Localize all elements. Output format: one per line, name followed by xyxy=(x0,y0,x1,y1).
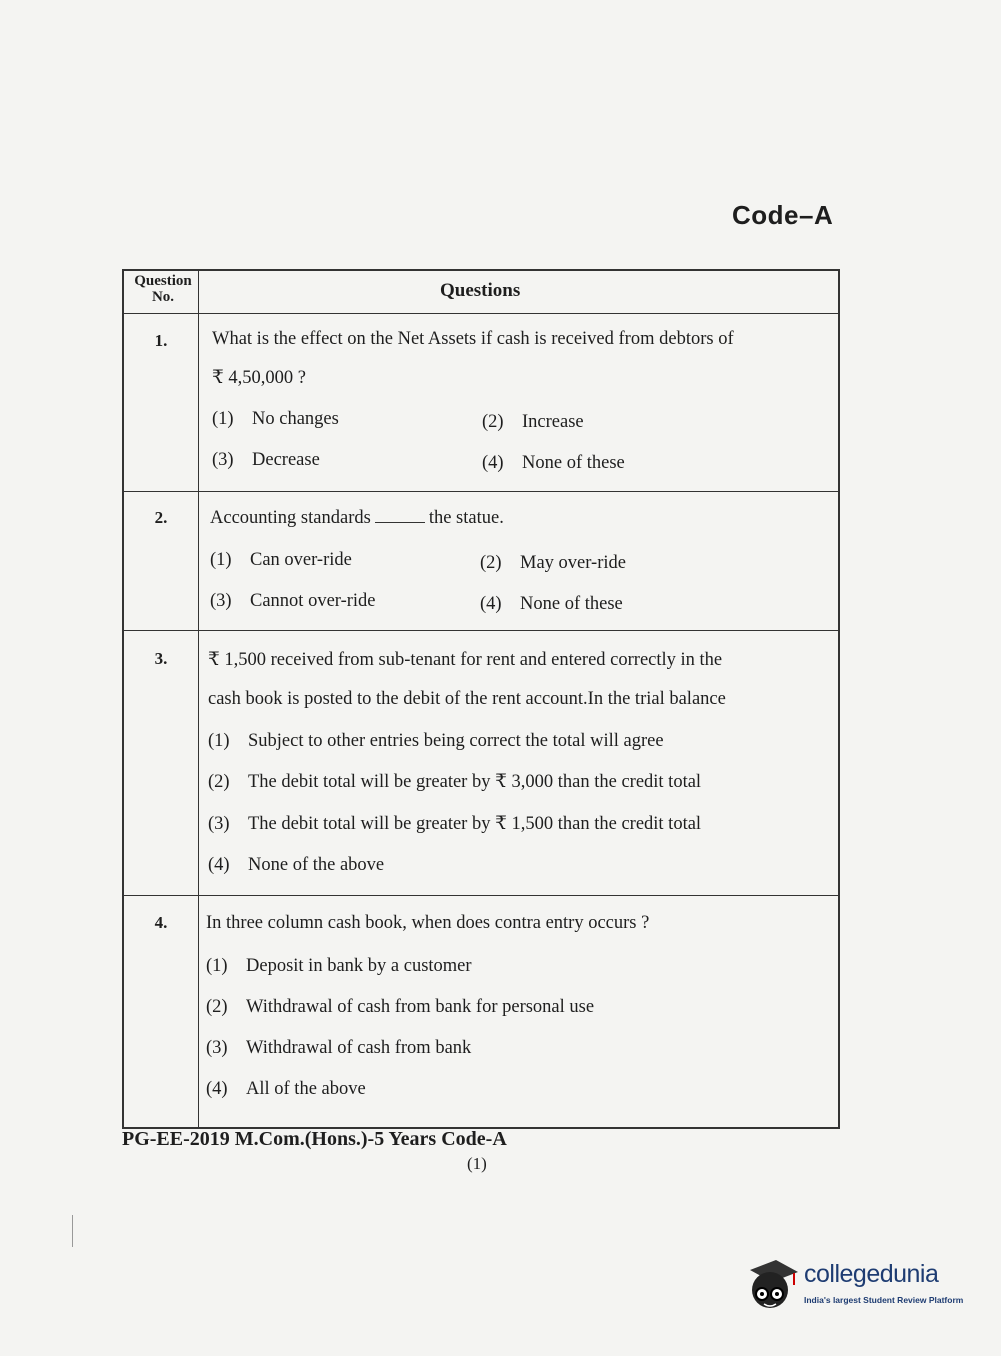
fill-blank xyxy=(375,508,425,523)
paper-code: Code–A xyxy=(732,200,834,230)
watermark-tagline: India's largest Student Review Platform xyxy=(804,1295,964,1305)
option: (2) Withdrawal of cash from bank for personal use xyxy=(206,997,595,1017)
question-number: 3. xyxy=(154,649,168,668)
option: (1) Subject to other entries being correct the total will agree xyxy=(208,731,664,751)
header-question-no: Question No. xyxy=(134,273,192,305)
option: (4) None of these xyxy=(482,453,625,473)
row-divider xyxy=(124,895,838,896)
question-number: 4. xyxy=(154,913,168,932)
watermark-logo xyxy=(742,1254,972,1314)
mascot-icon xyxy=(742,1254,802,1314)
question-text: In three column cash book, when does contra entry occurs ? xyxy=(206,913,650,933)
option: (3) Withdrawal of cash from bank xyxy=(206,1038,472,1058)
row-divider xyxy=(124,630,838,631)
option: (1) Deposit in bank by a customer xyxy=(206,956,472,976)
question-number: 1. xyxy=(154,331,168,350)
option: (4) None of the above xyxy=(208,855,385,875)
header-questions: Questions xyxy=(440,280,521,301)
option: (3) The debit total will be greater by ₹ 1,500 than the credit total xyxy=(208,814,702,834)
option: (2) Increase xyxy=(482,412,584,432)
question-number: 2. xyxy=(154,508,168,527)
page-number: (1) xyxy=(467,1154,487,1173)
footer-title: PG-EE-2019 M.Com.(Hons.)-5 Years Code-A xyxy=(122,1128,507,1150)
row-divider xyxy=(124,491,838,492)
option: (3) Decrease xyxy=(212,450,320,470)
option: (1) Can over-ride xyxy=(210,550,352,570)
option: (2) The debit total will be greater by ₹ 3,000 than the credit total xyxy=(208,772,702,792)
watermark-brand: collegedunia xyxy=(804,1260,939,1288)
margin-mark xyxy=(72,1215,73,1247)
option: (2) May over-ride xyxy=(480,553,626,573)
option: (1) No changes xyxy=(212,409,339,429)
column-divider xyxy=(198,271,199,1127)
header-divider xyxy=(124,313,838,314)
question-text: Accounting standards the statue. xyxy=(210,508,504,528)
option: (4) All of the above xyxy=(206,1079,366,1099)
question-text: What is the effect on the Net Assets if cash is received from debtors of xyxy=(212,329,734,349)
option: (4) None of these xyxy=(480,594,623,614)
option: (3) Cannot over-ride xyxy=(210,591,376,611)
question-table xyxy=(122,269,840,1129)
question-text: ₹ 4,50,000 ? xyxy=(212,368,306,388)
question-text: cash book is posted to the debit of the rent account.In the trial balance xyxy=(208,689,726,709)
question-text: ₹ 1,500 received from sub-tenant for rent and entered correctly in the xyxy=(208,650,723,670)
